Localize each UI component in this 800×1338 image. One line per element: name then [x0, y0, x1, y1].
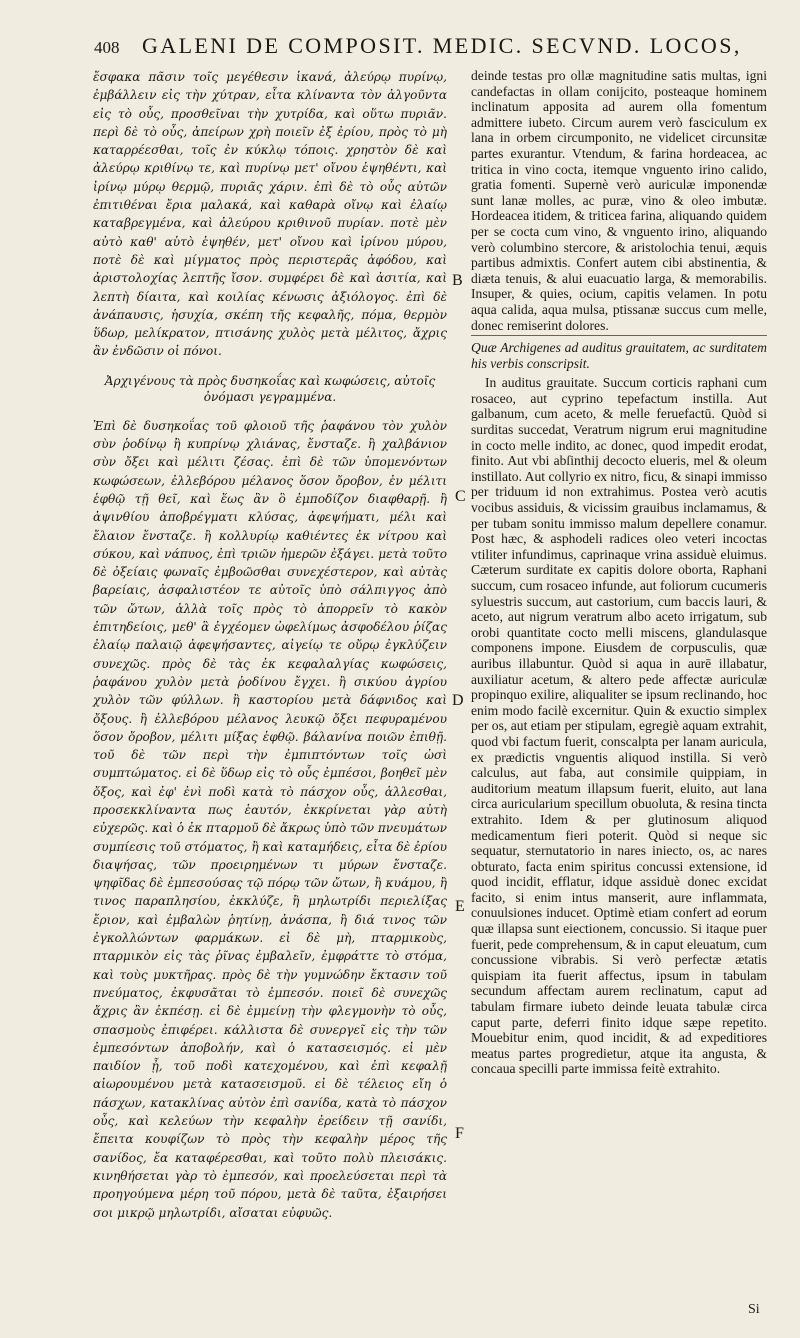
latin-section-title: Quæ Archigenes ad auditus grauitatem, ac surditatem his verbis conscripsit.: [471, 335, 767, 371]
latin-paragraph-2: In auditus grauitate. Succum corticis raphani cum rosaceo, aut cyprino tepefactum instilla. Aut galbanum, cum aceto, & melle feruefactū. Quòd si surditas succedat, Veratrum nigrum erui magnitudine in cocto melle indito, ac donec, quod impedit erodat, finito. Aut vbi abſinthij decocto elueris, mel & oleum instillato. Aut collyrio ex nitro, ficu, & sinapi immisso per triduum id non extrahimus. Postea verò acutis vocibus assiduis, & vicissim grauibus inclamamus, & per tubam sonitu immisso malum depellere conamur. Post hæc, & asphodeli radices oleo veteri incoctas vtiliter infundimus, caprinaque vrina assiduè eluimus. Cæterum surditate ex capitis dolore oborta, Raphani succum, cum rosaceo infunde, aut foliorum cucumeris syluestris succum, aut castorium, cum baccis lauri, & aceto, aut nigrum veratrum albo aceto irrigatum, sub orobi quantitate cocto melli miscens, glandulasque componens impone. Eiusdem de corpusculis, quæ auribus illabuntur. Quòd si aqua in aurē illabatur, auxiliatur acetum, & altero pede affectæ auriculæ propinquo exilire, aliqualiter se ipsum reclinando, hoc enim modo facilè excernitur. Quin & exuctio simplex per os, aut etiam per stipulam, egregiè aquam extrahit, quod vbi factum fuerit, conscalpta per lanam auricula, ex prædictis vnguentis aliquod instilla. Si verò calculus, aut faba, aut consimile quippiam, in auditorium meatum illapsum fuerit, eluito, aut lana circa auricularium specillum obuoluta, & resina tincta extrahito. Idem & per glutinosum aliquod medicamentum fieri poterit. Quòd si neque sic sequatur, sternutatorio in nares iniecto, os, ac nares obturato, facta enim spiritus concussi extensione, id quod incidit, efflatur, idque assiduè donec excidat facito, si enim intus manserit, aure inflammata, conuulsiones inducet. Optimè etiam confert ad eorum quæ illapsa sunt eiectionem, concussio. Si itaque puer fuerit, pede comprehensum, & in caput eleuatum, cum concussione vibrabis. Si verò perfectæ ætatis quispiam ita fuerit affectus, ipsum in tabulam secundum affectam aurem reclinatum, caput ad tabulam firmare iubeto deinde leuata tabulæ circa caput parte, deferri finito idque sæpe repetito. Mouebitur enim, quod incidit, & ad expeditiores meatus partes progredietur, atque ita angusta, & concaua specilli parte immissa feitè extrahito.: [471, 375, 767, 1077]
greek-paragraph-2: Ἐπὶ δὲ δυσηκοΐας τοῦ φλοιοῦ τῆς ῥαφάνου τὸν χυλὸν σὺν ῥοδίνῳ ἢ κυπρίνῳ χλιάνας, ἔνσταζε. ἢ χαλβάνιον σὺν ὄξει καὶ μέλιτι ζέσας. ἐπὶ δὲ τῶν ὑπομενόντων κωφώσεων, ἐλλεβόρου μέλανος ὅσον ὄροβον, ἐν μέλιτι ἑφθῷ τῇ θεῖ, καὶ ἕως ἂν ὃ ἐμποδίζον διαφθαρῇ. ἢ ἀψινθίου ἀποβρέγματι κλύσας, ἀφεψήματι, μέλι καὶ ἔλαιον ἔνσταζε. ἢ κολλυρίῳ καθιέντες ἐκ νίτρου καὶ σύκου, καὶ νάπυος, ἐπὶ τριῶν ἡμερῶν ἐξάγει. μετὰ τοῦτο δὲ ὀξείαις φωναῖς ἐμβοῶσθαι συνεχέστερον, καὶ αὐτὰς βαρείαις, ἀσφαλιστέον τε αὐτοῖς ὑπὸ σάλπιγγος ἀπὸ τῶν ὤτων, ἀλλὰ τοῖς πρὸς τὸ ἀπορρεῖν τὸ κακὸν ἐπιτηδείοις, μεθ' ἃ ἐγχέομεν ὠφελίμως ἀσφοδέλου ῥίζας ἐλαίῳ παλαιῷ ἀφεψήσαντες, αἰγείῳ τε οὔρῳ ἐγκλύζειν συνεχῶς. πρὸς δὲ τὰς ἐκ κεφαλαλγίας κωφώσεις, ῥαφάνου χυλὸν μετὰ ῥοδίνου ἔγχει. ἢ σικύου ἀγρίου χυλὸν τῶν φύλλων. ἢ καστορίου μετὰ δάφνιδος καὶ ὄξους. ἢ ἐλλεβόρου μέλανος λευκῷ ὄξει πεφυραμένου ὅσον ὄροβον, μέλιτι μίξας ἑφθῷ. βάλανίνα ποιῶν ἐπιθῇ. τοῦ δὲ τῶν περὶ τὴν ἐμπιπτόντων τοῖς ὠσὶ συμπτώματος. εἰ δὲ ὕδωρ εἰς τὸ οὖς ἐμπέσοι, βοηθεῖ μὲν ὄξος, καὶ ἐφ' ἐνὶ ποδὶ κατὰ τὸ πάσχον οὖς, ἁλλεσθαι, προσεκκλίναντα πως ἑαυτόν, ἐκκρίνεται γὰρ αὐτὴ εὐχερῶς. καὶ ὁ ἐκ πταρμοῦ δὲ ἄκρως ὑπὸ τῶν πνευμάτων συμπίεσις τοῦ στόματος, ἢ καὶ καταμήδεις, εἶτα δὲ ἐρίου διαψήσας, τῶν προειρημένων τι μύρων ἔνσταζε. ψηφῖδας δὲ ἐμπεσούσας τῷ πόρῳ τῶν ὤτων, ἢ κυάμου, ἢ τινος παραπλησίου, ἐκκλύζε, ἢ μηλωτρίδι περιελίξας ἔριον, καὶ ἐμβαλὼν ῥητίνῃ, ἀνάσπα, ἢ διά τινος τῶν ἐγκολλώντων φαρμάκων. εἰ δὲ μὴ, πταρμικοὺς, πταρμικὸν εἰς τὰς ῥῖνας ἐμβαλεῖν, ἐμφράττε τὸ στόμα, καὶ τοὺς μυκτῆρας. πρὸς δὲ τὴν γυμνώδην ἔκτασιν τοῦ πνεύματος, ἐκφυσᾶται τὸ ἐμπεσόν. ποιεῖ δὲ συνεχῶς ἄχρις ἂν ἐκπέσῃ. εἰ δὲ ἐμμείνῃ τὴν φλεγμονὴν τὸ οὖς, σπασμοὺς ἐπιφέρει. κάλλιστα δὲ συνεργεῖ εἰς τὴν τῶν ἐμπεσόντων ἀποβολήν, καὶ ὁ κατασεισμός. εἰ μὲν παιδίον ᾖ, τοῦ ποδὶ κατεχομένου, καὶ ἐπὶ κεφαλῇ αἰωρουμένου μετὰ κατασεισμοῦ. εἰ δὲ τέλειος εἴη ὁ πάσχων, κατακλίνας αὐτὸν ἐπὶ σανίδα, κατὰ τὸ πάσχον οὖς, καὶ κελεύων τὴν κεφαλὴν ἐρείδειν τῇ σανίδι, ἔπειτα κουφίζων τὸ πρὸς τὴν κεφαλὴν μέρος τῆς σανίδος, ἔα καταφέρεσθαι, καὶ τοῦτο πολὺ πλεισάκις. κινηθήσεται γὰρ τὸ ἐμπεσόν, καὶ προελεύσεται περὶ τὰ προηγούμενα μέρη τοῦ πόρου, μετὰ δὲ ταῦτα, ἐξαιρήσει σοι μικρῷ μηλωτρίδι, αἴσαται εὐφυῶς.: [93, 418, 447, 1220]
margin-letter-b: B: [452, 272, 463, 289]
margin-letter-e: E: [455, 898, 465, 915]
greek-section-heading: Ἀρχιγένους τὰ πρὸς δυσηκοΐας καὶ κωφώσεις, αὐτοῖς ὀνόμασι γεγραμμένα.: [104, 373, 436, 404]
margin-letter-c: C: [455, 488, 466, 505]
page-number: 408: [94, 38, 120, 57]
margin-letter-f: F: [455, 1125, 464, 1142]
latin-column: [471, 68, 767, 1077]
latin-paragraph-1: deinde testas pro ollæ magnitudine satis multas, igni candefactas in ollam conijcito, posteaque hominem inclinatum apposita ad aurem olla fomentum admittere iubeto. Circum aurem verò fasciculum ex lana in orbem circumponito, ne videlicet circunsitæ partes exurantur. Vtendum, & farina hordeacea, ac tritica in vino cocta, itemque vnguento irino calido, gratia fomenti. Supernè verò auriculæ imponendæ sunt lanæ molles, ac puræ, vino & oleo imbutæ. Hordeacea itidem, & triticea farina, aliquando quidem per se cocta cum vino, & vnguento irino, aliquando verò columbino stercore, & aristolochia tenui, æquis partibus admixtis. Confert autem cibi abstinentia, & diæta tenuis, & alui euacuatio larga, & memorabilis. Insuper, & quies, ocium, capitis velamen. In potu aqua calida, aqua mulsa, ptissanæ succus cum melle, donec remiserint dolores.: [471, 68, 767, 333]
catchword: Si: [748, 1302, 760, 1317]
greek-paragraph-1: ἔσφακα πᾶσιν τοῖς μεγέθεσιν ἱκανά, ἀλεύρῳ πυρίνῳ, ἐμβάλλειν εἰς τὴν χύτραν, εἶτα κλίναντα τὸν ἀλγοῦντα εἰς τὸ οὖς, προσθεῖναι τὴν χυτρίδα, καὶ οὕτω πυριᾶν. περὶ δὲ τὸ οὖς, ἀπείρων χρὴ ποιεῖν ἐξ ἐρίου, πρὸς τὸ μὴ καταρρέεσθαι, τοῖς ἐν κύκλῳ τόποις. χρηστὸν δὲ καὶ ἀλεύρῳ κριθίνῳ τε, καὶ πυρίνῳ μετ' οἴνου ἑψηθέντι, καὶ ἰρίνῳ μύρῳ θερμῷ, πυριᾶς χάριν. ἐπὶ δὲ τὸ οὖς αὐτῶν ἐπιτιθέναι ἔρια μαλακά, καὶ καθαρὰ οἴνῳ καὶ ἐλαίῳ καταβρεγμένα, καὶ ἀλεύρου κριθινοῦ πυρίαν. ποτὲ μὲν αὐτὸ καθ' αὑτὸ ἑψηθέν, μετ' οἴνου καὶ ἰρίνου μύρου, ποτὲ δὲ καὶ μίγματος πρὸς περιστερᾶς ἀφόδου, καὶ ἀριστολοχίας λεπτῆς ἴσον. συμφέρει δὲ καὶ ἀσιτία, καὶ λεπτὴ δίαιτα, καὶ κοιλίας κένωσις ἀξιόλογος. ἐπὶ δὲ ἀνάπαυσις, ἡσυχία, σκέπη τῆς κεφαλῆς, πόμα, θερμὸν ὕδωρ, μελίκρατον, πτισάνης χυλὸς μετὰ μέλιτος, ἄχρις ἂν ἐνδῶσιν οἱ πόνοι.: [93, 70, 447, 359]
margin-letter-d: D: [452, 692, 464, 709]
greek-column: [93, 68, 447, 1222]
running-head: GALENI DE COMPOSIT. MEDIC. SECVND. LOCOS,: [142, 33, 742, 58]
